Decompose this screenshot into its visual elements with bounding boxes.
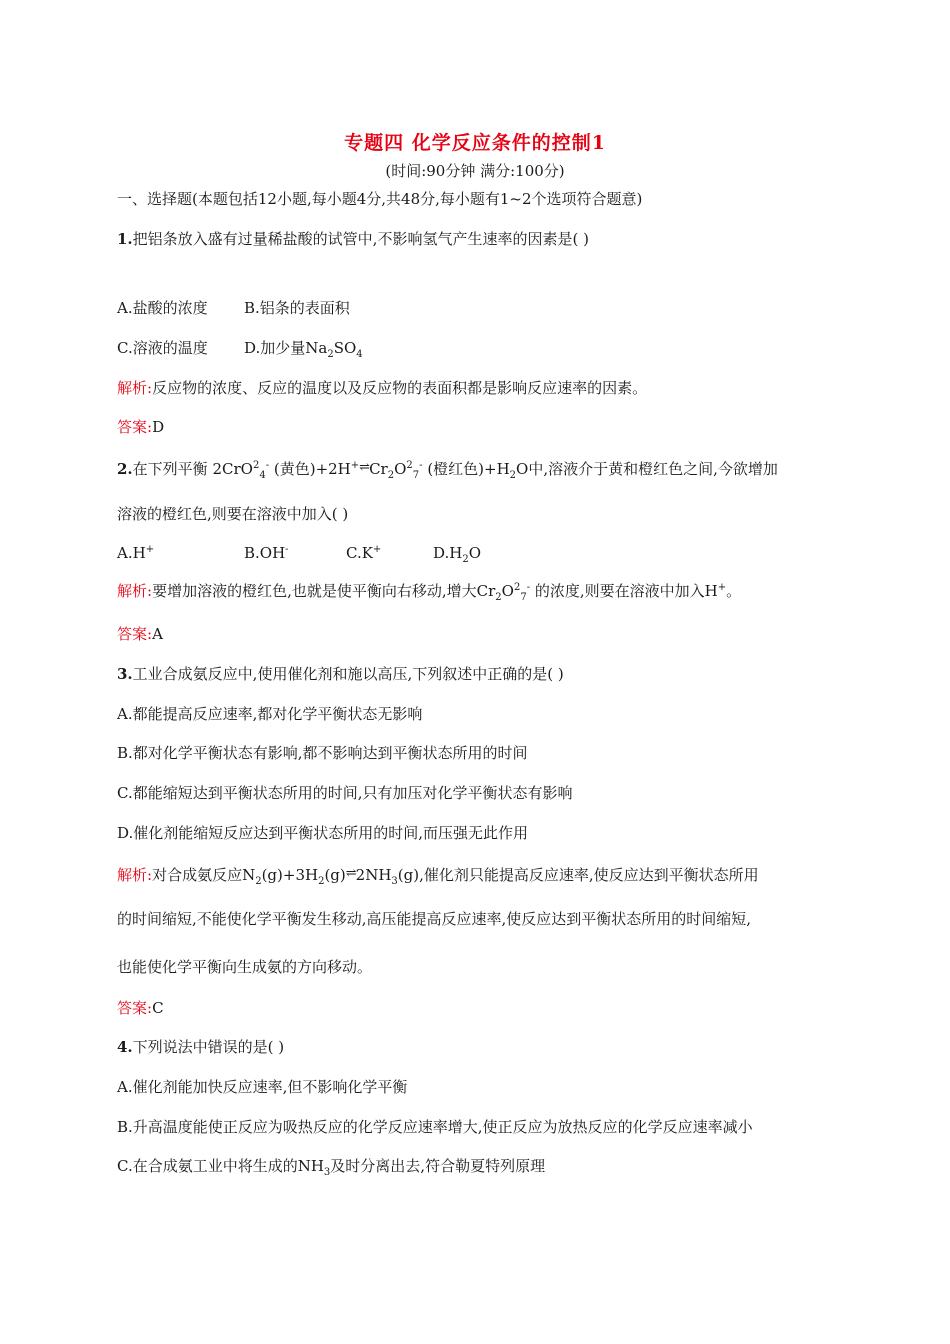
option-text: D.H bbox=[433, 544, 463, 562]
question-3 bbox=[117, 663, 564, 684]
q1-analysis bbox=[117, 377, 647, 398]
q3-option-b: B.都对化学平衡状态有影响,都不影响达到平衡状态所用的时间 bbox=[117, 744, 528, 762]
q2-option-d bbox=[433, 544, 481, 565]
charge: + bbox=[145, 544, 155, 555]
q1-option-d bbox=[244, 337, 363, 360]
q2-answer bbox=[117, 623, 163, 644]
charge: - bbox=[285, 544, 289, 555]
answer-value: C bbox=[152, 999, 164, 1017]
equilibrium-arrow-icon: ⇌ bbox=[345, 866, 356, 881]
analysis-label: 解析: bbox=[117, 582, 153, 600]
q3-analysis-line3: 也能使化学平衡向生成氨的方向移动。 bbox=[117, 958, 373, 976]
analysis-text: 反应物的浓度、反应的温度以及反应物的表面积都是影响反应速率的因素。 bbox=[152, 379, 648, 397]
q3-analysis-line2: 的时间缩短,不能使化学平衡发生移动,高压能提高反应速率,使反应达到平衡状态所用的时间缩短, bbox=[117, 910, 752, 928]
q2-text: (橙红色)+H bbox=[422, 460, 510, 478]
subscript: 4 bbox=[259, 470, 266, 481]
analysis-label: 解析: bbox=[117, 866, 153, 884]
q4-option-c bbox=[117, 1155, 545, 1178]
superscript: 2 bbox=[252, 460, 260, 471]
option-text: O bbox=[468, 544, 482, 562]
subscript: 2 bbox=[255, 876, 262, 887]
subscript: 2 bbox=[509, 470, 517, 481]
subscript: 3 bbox=[391, 876, 398, 887]
subscript: 2 bbox=[462, 554, 469, 565]
q2-option-a bbox=[117, 544, 154, 562]
subscript: 2 bbox=[495, 592, 502, 603]
charge: + bbox=[372, 544, 382, 555]
analysis-text: 2NH bbox=[355, 866, 392, 884]
question-2 bbox=[117, 458, 778, 481]
answer-value: D bbox=[152, 418, 165, 436]
answer-label: 答案: bbox=[117, 625, 153, 643]
q1-option-d-text2: SO bbox=[333, 339, 357, 357]
q2-option-b bbox=[244, 544, 289, 562]
section-heading: 一、选择题(本题包括12小题,每小题4分,共48分,每小题有1~2个选项符合题意) bbox=[117, 190, 643, 208]
charge: - bbox=[526, 582, 531, 593]
q3-option-a: A.都能提高反应速率,都对化学平衡状态无影响 bbox=[117, 705, 423, 723]
q1-option-d-text: D.加少量Na bbox=[244, 339, 328, 357]
analysis-text: (g) bbox=[324, 866, 346, 884]
q1-option-b: B.铝条的表面积 bbox=[244, 299, 350, 317]
analysis-text: (g)+3H bbox=[261, 866, 319, 884]
subscript: 4 bbox=[356, 349, 363, 360]
question-stem: 把铝条放入盛有过量稀盐酸的试管中,不影响氢气产生速率的因素是( ) bbox=[132, 230, 589, 248]
q4-option-a: A.催化剂能加快反应速率,但不影响化学平衡 bbox=[117, 1078, 408, 1096]
analysis-oxygen: O bbox=[501, 582, 514, 600]
subscript: 7 bbox=[412, 470, 420, 481]
subscript: 3 bbox=[323, 1167, 331, 1178]
charge: - bbox=[265, 460, 270, 471]
question-number: 4. bbox=[117, 1038, 133, 1056]
equilibrium-arrow-icon: ⇌ bbox=[359, 460, 370, 475]
q2-text: Cr bbox=[369, 460, 388, 478]
question-number: 1. bbox=[117, 230, 133, 248]
q1-option-a: A.盐酸的浓度 bbox=[117, 299, 208, 317]
analysis-text: (g),催化剂只能提高反应速率,使反应达到平衡状态所用 bbox=[397, 866, 759, 884]
q2-text: O中,溶液介于黄和橙红色之间,今欲增加 bbox=[516, 460, 778, 478]
option-text: 及时分离出去,符合勒夏特列原理 bbox=[330, 1157, 546, 1175]
question-1 bbox=[117, 228, 589, 249]
subscript: 2 bbox=[387, 470, 395, 481]
page-title: 专题四 化学反应条件的控制1 bbox=[344, 132, 606, 154]
q3-option-c: C.都能缩短达到平衡状态所用的时间,只有加压对化学平衡状态有影响 bbox=[117, 784, 573, 802]
charge: + bbox=[717, 582, 727, 593]
analysis-text: 对合成氨反应N bbox=[152, 866, 256, 884]
question-4 bbox=[117, 1036, 284, 1057]
q3-answer bbox=[117, 997, 164, 1018]
q2-stem-line2: 溶液的橙红色,则要在溶液中加入( ) bbox=[117, 505, 349, 523]
question-number: 3. bbox=[117, 665, 133, 683]
q1-answer bbox=[117, 416, 164, 437]
question-stem: 下列说法中错误的是( ) bbox=[132, 1038, 285, 1056]
superscript: 2 bbox=[406, 460, 413, 471]
answer-label: 答案: bbox=[117, 999, 153, 1017]
option-text: C.K bbox=[346, 544, 373, 562]
subscript: 7 bbox=[520, 592, 527, 603]
q1-option-c: C.溶液的温度 bbox=[117, 339, 208, 357]
question-number: 2. bbox=[117, 460, 133, 478]
charge: - bbox=[419, 460, 423, 471]
q2-oxygen: O bbox=[394, 460, 407, 478]
page-subtitle: (时间:90分钟 满分:100分) bbox=[385, 162, 565, 180]
subscript: 2 bbox=[318, 876, 325, 887]
analysis-text: 的浓度,则要在溶液中加入H bbox=[530, 582, 718, 600]
q2-oxygen: O bbox=[240, 460, 253, 478]
option-text: A.H bbox=[117, 544, 146, 562]
analysis-label: 解析: bbox=[117, 379, 153, 397]
charge: + bbox=[350, 460, 360, 471]
option-text: B.OH bbox=[244, 544, 286, 562]
analysis-text: 要增加溶液的橙红色,也就是使平衡向右移动,增大Cr bbox=[152, 582, 496, 600]
q2-text: 在下列平衡 2Cr bbox=[132, 460, 241, 478]
answer-label: 答案: bbox=[117, 418, 153, 436]
answer-value: A bbox=[152, 625, 163, 643]
q2-analysis bbox=[117, 580, 741, 603]
q4-option-b: B.升高温度能使正反应为吸热反应的化学反应速率增大,使正反应为放热反应的化学反应速率减小 bbox=[117, 1118, 753, 1136]
question-stem: 工业合成氨反应中,使用催化剂和施以高压,下列叙述中正确的是( ) bbox=[132, 665, 564, 683]
q3-option-d: D.催化剂能缩短反应达到平衡状态所用的时间,而压强无此作用 bbox=[117, 824, 529, 842]
analysis-text: 。 bbox=[726, 582, 742, 600]
subscript: 2 bbox=[327, 349, 334, 360]
option-text: C.在合成氨工业中将生成的NH bbox=[117, 1157, 324, 1175]
q3-analysis bbox=[117, 864, 759, 887]
q2-text: (黄色)+2H bbox=[269, 460, 351, 478]
superscript: 2 bbox=[513, 582, 521, 593]
q2-option-c bbox=[346, 544, 381, 562]
